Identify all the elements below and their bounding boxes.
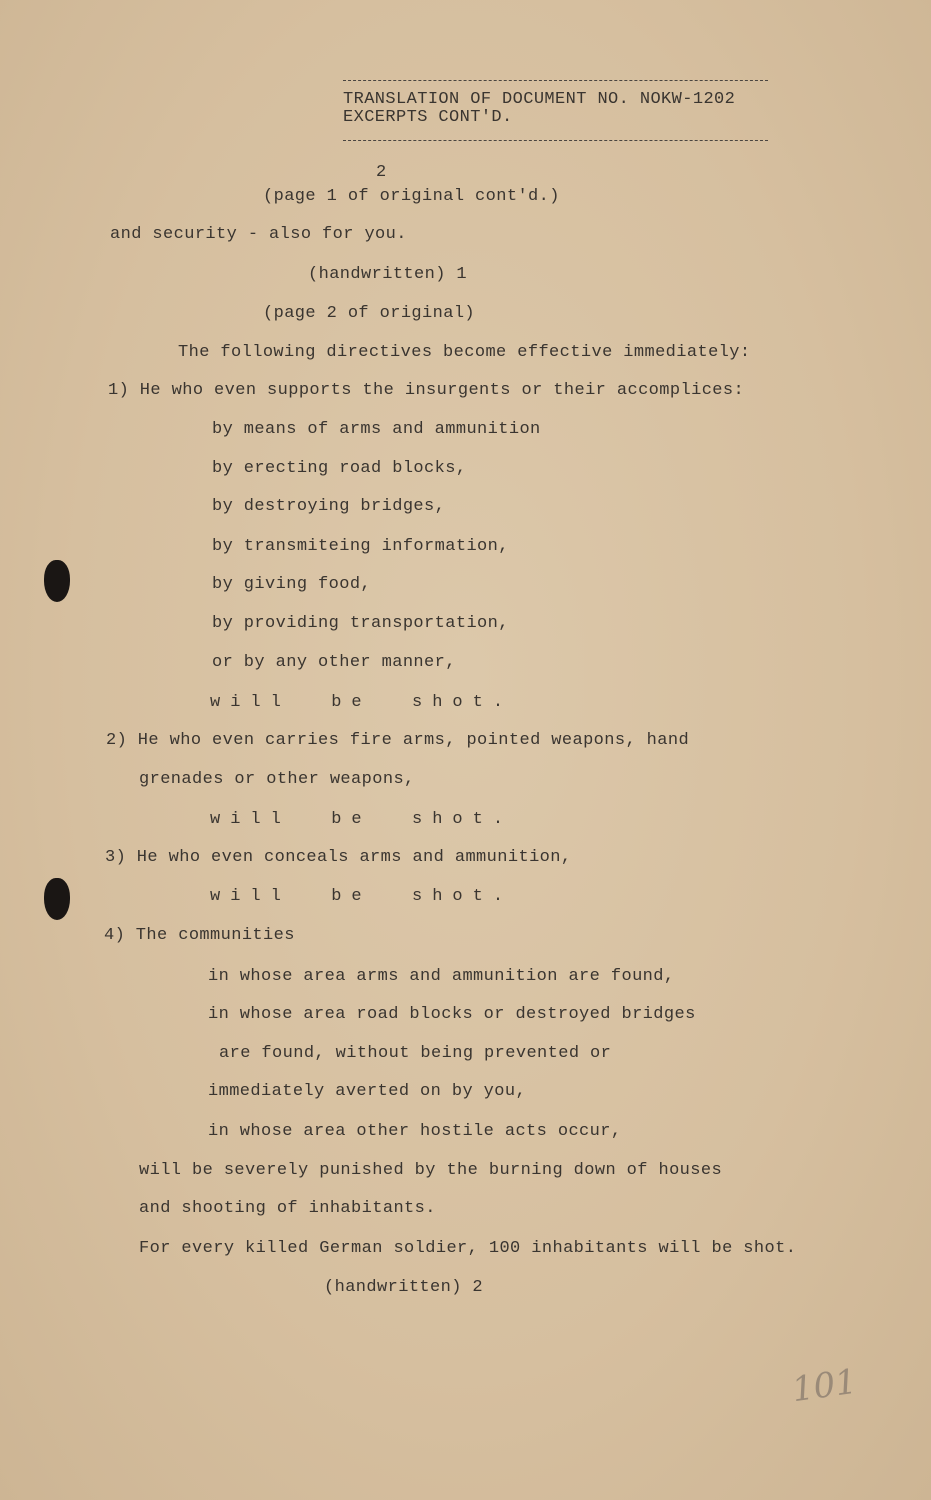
reprisal-line: For every killed German soldier, 100 inhabitants will be shot. bbox=[139, 1239, 797, 1258]
page1-note: (page 1 of original cont'd.) bbox=[263, 187, 560, 206]
directive-2-continuation: grenades or other weapons, bbox=[139, 770, 415, 789]
directive-3-penalty: will be shot. bbox=[210, 887, 514, 906]
directive-2-penalty: will be shot. bbox=[210, 810, 514, 829]
directive-4-item-d: immediately averted on by you, bbox=[208, 1082, 527, 1101]
page-number: 2 bbox=[376, 163, 387, 182]
header-subtitle: EXCERPTS CONT'D. bbox=[343, 108, 513, 127]
directive-1-penalty: will be shot. bbox=[210, 693, 514, 712]
directive-1-item-b: by erecting road blocks, bbox=[212, 459, 467, 478]
directive-4-punishment: will be severely punished by the burning down of houses bbox=[139, 1161, 723, 1180]
directive-1-item-a: by means of arms and ammunition bbox=[212, 420, 541, 439]
directive-2-heading: 2) He who even carries fire arms, pointed weapons, hand bbox=[106, 731, 690, 750]
directive-1-item-f: by providing transportation, bbox=[212, 614, 509, 633]
punch-hole-top bbox=[44, 560, 70, 602]
directives-intro: The following directives become effective immediately: bbox=[178, 343, 751, 362]
punch-hole-bottom bbox=[44, 878, 70, 920]
directive-1-item-e: by giving food, bbox=[212, 575, 372, 594]
directive-4-item-a: in whose area arms and ammunition are found, bbox=[208, 967, 675, 986]
security-line: and security - also for you. bbox=[110, 225, 407, 244]
directive-4-item-e: in whose area other hostile acts occur, bbox=[208, 1122, 622, 1141]
header-title: TRANSLATION OF DOCUMENT NO. NOKW-1202 bbox=[343, 90, 736, 109]
directive-1-heading: 1) He who even supports the insurgents or their accomplices: bbox=[108, 381, 745, 400]
handwritten-note-2: (handwritten) 2 bbox=[324, 1278, 484, 1297]
directive-4-punishment-cont: and shooting of inhabitants. bbox=[139, 1199, 436, 1218]
directive-4-heading: 4) The communities bbox=[104, 926, 295, 945]
header-rule-bottom bbox=[343, 140, 768, 141]
handwritten-note-1: (handwritten) 1 bbox=[308, 265, 468, 284]
page2-note: (page 2 of original) bbox=[263, 304, 476, 323]
directive-1-item-d: by transmiteing information, bbox=[212, 537, 509, 556]
margin-handwritten-mark: 101 bbox=[789, 1361, 860, 1411]
directive-1-item-c: by destroying bridges, bbox=[212, 497, 446, 516]
directive-1-item-g: or by any other manner, bbox=[212, 653, 456, 672]
directive-4-item-b: in whose area road blocks or destroyed bridges bbox=[208, 1005, 696, 1024]
directive-4-item-c: are found, without being prevented or bbox=[219, 1044, 612, 1063]
directive-3-heading: 3) He who even conceals arms and ammunition, bbox=[105, 848, 572, 867]
header-rule-top bbox=[343, 80, 768, 81]
